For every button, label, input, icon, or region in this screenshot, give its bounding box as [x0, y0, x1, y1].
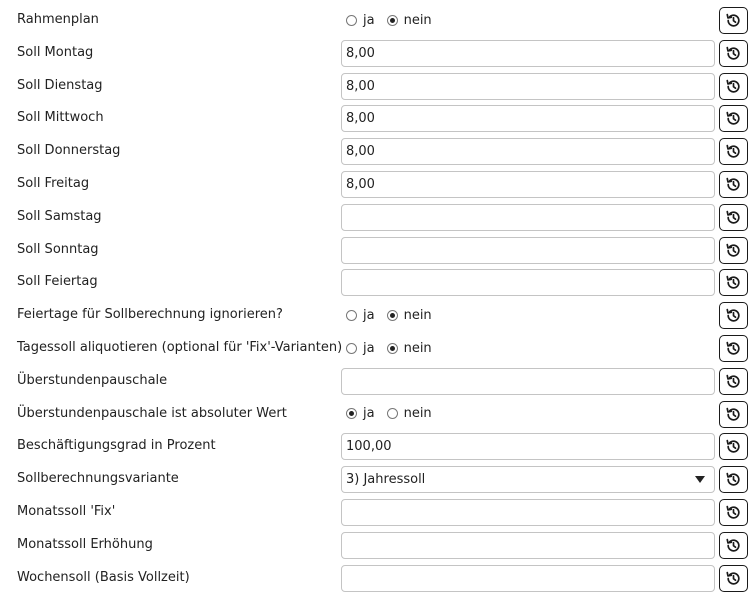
radio-label: ja [363, 340, 375, 356]
ueberstundenpauschale-absolut-radio-group [346, 398, 444, 431]
soll-montag-input[interactable] [341, 40, 715, 67]
radio-option-nein[interactable] [387, 308, 432, 323]
radio-option-nein[interactable] [387, 13, 432, 28]
rahmenplan-radio-group [346, 4, 444, 37]
feiertage-ignorieren-radio-group [346, 299, 444, 332]
field-label: Sollberechnungsvariante [17, 471, 179, 487]
soll-sonntag-input[interactable] [341, 237, 715, 264]
radio-option-ja[interactable] [346, 308, 375, 323]
form-row-soll-dienstag [0, 70, 756, 103]
history-button[interactable] [719, 401, 748, 428]
form-row-tagessoll-aliquotieren [0, 332, 756, 365]
soll-freitag-input[interactable] [341, 171, 715, 198]
field-label: Soll Feiertag [17, 274, 98, 290]
monatssoll-fix-input[interactable] [341, 499, 715, 526]
field-label: Feiertage für Sollberechnung ignorieren? [17, 307, 283, 323]
ueberstundenpauschale-input[interactable] [341, 368, 715, 395]
settings-form [0, 4, 756, 594]
history-button[interactable] [719, 302, 748, 329]
history-icon [725, 340, 742, 357]
form-row-ueberstundenpauschale-absolut [0, 398, 756, 431]
history-icon [725, 209, 742, 226]
field-label: Soll Donnerstag [17, 143, 121, 159]
radio-circle[interactable] [387, 15, 398, 26]
form-row-sollberechnungsvariante [0, 463, 756, 496]
history-icon [725, 78, 742, 95]
soll-donnerstag-input[interactable] [341, 138, 715, 165]
history-button[interactable] [719, 138, 748, 165]
field-label: Rahmenplan [17, 12, 99, 27]
history-button[interactable] [719, 269, 748, 296]
radio-label: ja [363, 12, 375, 28]
beschaeftigungsgrad-input[interactable] [341, 433, 715, 460]
radio-circle[interactable] [346, 310, 357, 321]
history-icon [725, 438, 742, 455]
field-label: Beschäftigungsgrad in Prozent [17, 438, 216, 454]
field-label: Soll Sonntag [17, 241, 99, 257]
history-icon [725, 406, 742, 423]
history-button[interactable] [719, 335, 748, 362]
history-icon [725, 570, 742, 587]
radio-circle[interactable] [387, 408, 398, 419]
form-row-soll-montag [0, 37, 756, 70]
history-icon [725, 110, 742, 127]
radio-label: nein [403, 340, 432, 356]
field-label: Monatssoll Erhöhung [17, 536, 153, 552]
history-button[interactable] [719, 499, 748, 526]
history-button[interactable] [719, 73, 748, 100]
history-icon [725, 537, 742, 554]
history-button[interactable] [719, 237, 748, 264]
monatssoll-erhoehung-input[interactable] [341, 532, 715, 559]
radio-circle[interactable] [346, 408, 357, 419]
radio-option-ja[interactable] [346, 13, 375, 28]
history-button[interactable] [719, 433, 748, 460]
tagessoll-aliquotieren-radio-group [346, 332, 444, 365]
history-button[interactable] [719, 466, 748, 493]
form-row-soll-feiertag [0, 266, 756, 299]
radio-label: nein [403, 308, 432, 324]
field-label: Monatssoll 'Fix' [17, 503, 116, 519]
soll-dienstag-input[interactable] [341, 73, 715, 100]
soll-feiertag-input[interactable] [341, 269, 715, 296]
wochensoll-basis-input[interactable] [341, 565, 715, 592]
history-button[interactable] [719, 105, 748, 132]
form-row-soll-donnerstag [0, 135, 756, 168]
history-icon [725, 471, 742, 488]
radio-label: nein [403, 406, 432, 422]
radio-option-nein[interactable] [387, 341, 432, 356]
form-row-beschaeftigungsgrad [0, 430, 756, 463]
soll-samstag-input[interactable] [341, 204, 715, 231]
history-button[interactable] [719, 171, 748, 198]
history-button[interactable] [719, 532, 748, 559]
history-icon [725, 45, 742, 62]
history-icon [725, 176, 742, 193]
field-label: Soll Samstag [17, 208, 102, 224]
history-icon [725, 12, 742, 29]
form-row-monatssoll-fix [0, 496, 756, 529]
history-icon [725, 373, 742, 390]
form-row-ueberstundenpauschale [0, 365, 756, 398]
radio-label: ja [363, 308, 375, 324]
history-button[interactable] [719, 565, 748, 592]
field-label: Überstundenpauschale [17, 372, 168, 388]
radio-option-ja[interactable] [346, 341, 375, 356]
soll-mittwoch-input[interactable] [341, 105, 715, 132]
form-row-soll-mittwoch [0, 102, 756, 135]
history-icon [725, 504, 742, 521]
form-row-soll-samstag [0, 201, 756, 234]
radio-circle[interactable] [346, 15, 357, 26]
form-row-soll-freitag [0, 168, 756, 201]
history-icon [725, 307, 742, 324]
history-button[interactable] [719, 204, 748, 231]
sollberechnungsvariante-select[interactable] [341, 466, 715, 493]
field-label: Tagessoll aliquotieren (optional für 'Fix'-Varianten) [17, 339, 343, 355]
form-row-rahmenplan [0, 4, 756, 37]
history-icon [725, 143, 742, 160]
field-label: Soll Montag [17, 44, 94, 60]
caret-down-icon [695, 476, 705, 483]
field-label: Soll Dienstag [17, 77, 103, 93]
history-icon [725, 274, 742, 291]
field-label: Soll Mittwoch [17, 110, 104, 126]
form-row-monatssoll-erhoehung [0, 529, 756, 562]
radio-label: nein [403, 12, 432, 28]
form-row-wochensoll-basis [0, 562, 756, 595]
selected-value: 3) Jahressoll [346, 472, 426, 488]
form-row-soll-sonntag [0, 234, 756, 267]
history-button[interactable] [719, 40, 748, 67]
radio-circle[interactable] [346, 343, 357, 354]
history-icon [725, 242, 742, 259]
form-row-feiertage-ignorieren [0, 299, 756, 332]
radio-circle[interactable] [387, 343, 398, 354]
radio-option-nein[interactable] [387, 406, 432, 421]
history-button[interactable] [719, 7, 748, 34]
field-label: Soll Freitag [17, 175, 90, 191]
radio-option-ja[interactable] [346, 406, 375, 421]
history-button[interactable] [719, 368, 748, 395]
field-label: Wochensoll (Basis Vollzeit) [17, 569, 190, 585]
radio-circle[interactable] [387, 310, 398, 321]
field-label: Überstundenpauschale ist absoluter Wert [17, 405, 287, 421]
radio-label: ja [363, 406, 375, 422]
